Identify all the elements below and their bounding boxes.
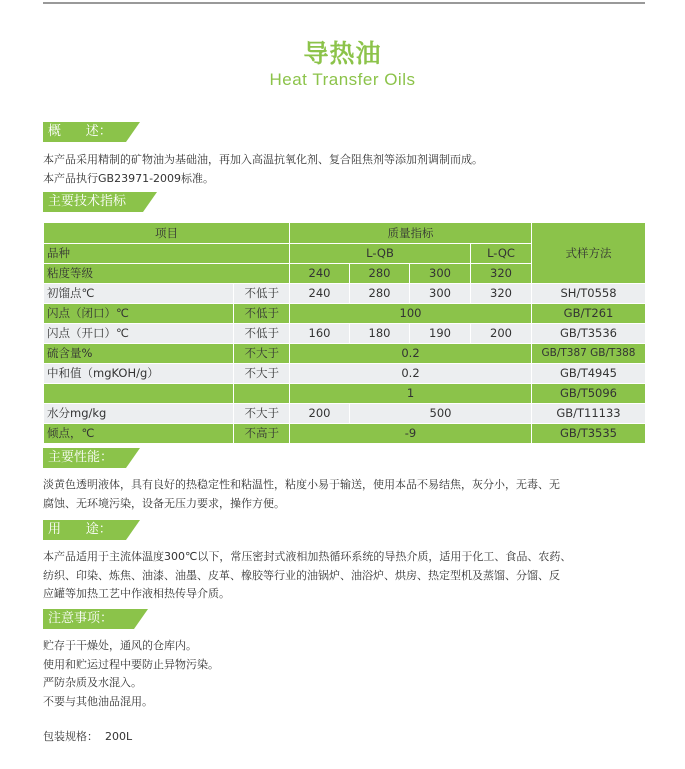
- notes-line: 贮存于干燥处，通风的仓库内。: [43, 639, 197, 652]
- row-value: 1: [290, 384, 532, 404]
- row-requirement: 不低于: [234, 304, 290, 324]
- row-value: -9: [290, 424, 532, 444]
- header-item: 项目: [44, 223, 290, 244]
- notes-text: [43, 637, 219, 711]
- header-quality: 质量指标: [290, 223, 532, 244]
- row-value: 160: [290, 324, 350, 344]
- row-method: GB/T4945: [532, 364, 646, 384]
- usage-line: 应罐等加热工艺中作液相热传导介质。: [43, 587, 230, 600]
- row-value: 320: [471, 284, 532, 304]
- table-row: [44, 324, 646, 344]
- usage-line: 纺织、印染、炼焦、油漆、油墨、皮革、橡胶等行业的油锅炉、油浴炉、烘房、热定型机及蒸馏、分馏、反: [43, 568, 560, 582]
- row-method: GB/T387 GB/T388: [532, 344, 646, 364]
- overview-line: 本产品采用精制的矿物油为基础油，再加入高温抗氧化剂、复合阻焦剂等添加剂调制而成。: [43, 153, 483, 166]
- section-label: 主要性能：: [43, 448, 126, 468]
- viscosity-value: 320: [471, 264, 532, 284]
- row-value: 200: [471, 324, 532, 344]
- section-label: 用 途：: [43, 520, 126, 540]
- row-method: GB/T5096: [532, 384, 646, 404]
- row-name: 中和值（mgKOH/g）: [44, 364, 234, 384]
- row-value: 0.2: [290, 364, 532, 384]
- top-divider: [43, 2, 645, 4]
- table-row: [44, 424, 646, 444]
- row-value: 280: [350, 284, 410, 304]
- viscosity-value: 300: [410, 264, 471, 284]
- row-value: 500: [350, 404, 532, 424]
- table-row: [44, 304, 646, 324]
- spec-table: [43, 222, 646, 444]
- usage-text: [43, 548, 571, 604]
- table-row: [44, 404, 646, 424]
- row-requirement: 不大于: [234, 344, 290, 364]
- performance-text: [43, 476, 560, 513]
- row-requirement: 不大于: [234, 404, 290, 424]
- notes-line: 使用和贮运过程中要防止异物污染。: [43, 657, 219, 671]
- header-grade-qb: L-QB: [290, 244, 471, 264]
- section-tab-decoration: [126, 122, 140, 142]
- notes-line: 严防杂质及水混入。: [43, 676, 142, 689]
- row-requirement: 不大于: [234, 364, 290, 384]
- row-method: GB/T11133: [532, 404, 646, 424]
- row-value: 100: [290, 304, 532, 324]
- header-variety: 品种: [44, 244, 290, 264]
- row-value: 180: [350, 324, 410, 344]
- row-name: 闪点（开口）℃: [44, 324, 234, 344]
- row-method: GB/T3535: [532, 424, 646, 444]
- row-name: 水分mg/kg: [44, 404, 234, 424]
- row-value: 0.2: [290, 344, 532, 364]
- row-value: 300: [410, 284, 471, 304]
- header-viscosity: 粘度等级: [44, 264, 290, 284]
- packaging-spec: 包装规格： 200L: [43, 730, 133, 743]
- table-row: [44, 364, 646, 384]
- row-name: [44, 384, 234, 404]
- row-requirement: [234, 384, 290, 404]
- row-name: 硫含量%: [44, 344, 234, 364]
- performance-line: 淡黄色透明液体，具有良好的热稳定性和粘温性，粘度小易于输送，使用本品不易结焦，灰分小，无毒、无: [43, 478, 560, 491]
- section-tab-decoration: [126, 448, 140, 468]
- row-value: 240: [290, 284, 350, 304]
- row-method: GB/T3536: [532, 324, 646, 344]
- viscosity-value: 280: [350, 264, 410, 284]
- row-name: 初馏点℃: [44, 284, 234, 304]
- page-title: 导热油: [303, 39, 382, 68]
- table-header-row: [44, 223, 646, 244]
- row-name: 闪点（闭口）℃: [44, 304, 234, 324]
- row-name: 倾点，℃: [44, 424, 234, 444]
- row-requirement: 不低于: [234, 324, 290, 344]
- table-row: [44, 384, 646, 404]
- header-method: 式样方法: [532, 223, 646, 284]
- row-requirement: 不高于: [234, 424, 290, 444]
- header-grade-qc: L-QC: [471, 244, 532, 264]
- row-value: 190: [410, 324, 471, 344]
- section-label: 主要技术指标: [43, 192, 143, 212]
- notes-line: 不要与其他油品混用。: [43, 694, 153, 708]
- usage-line: 本产品适用于主流体温度300℃以下，常压密封式液相加热循环系统的导热介质，适用于化工、食品、农药、: [43, 550, 572, 563]
- section-label: 概 述：: [43, 122, 126, 142]
- table-row: [44, 284, 646, 304]
- section-label: 注意事项：: [43, 609, 134, 629]
- page-subtitle: Heat Transfer Oils: [269, 70, 416, 89]
- section-tab-decoration: [126, 520, 140, 540]
- table-row: [44, 344, 646, 364]
- overview-text: [43, 151, 483, 188]
- row-requirement: 不低于: [234, 284, 290, 304]
- viscosity-value: 240: [290, 264, 350, 284]
- performance-line: 腐蚀、无环境污染，设备无压力要求，操作方便。: [43, 496, 285, 510]
- section-tab-decoration: [143, 192, 157, 212]
- row-value: 200: [290, 404, 350, 424]
- row-method: SH/T0558: [532, 284, 646, 304]
- row-method: GB/T261: [532, 304, 646, 324]
- overview-line: 本产品执行GB23971-2009标准。: [43, 171, 215, 185]
- section-tab-decoration: [134, 609, 148, 629]
